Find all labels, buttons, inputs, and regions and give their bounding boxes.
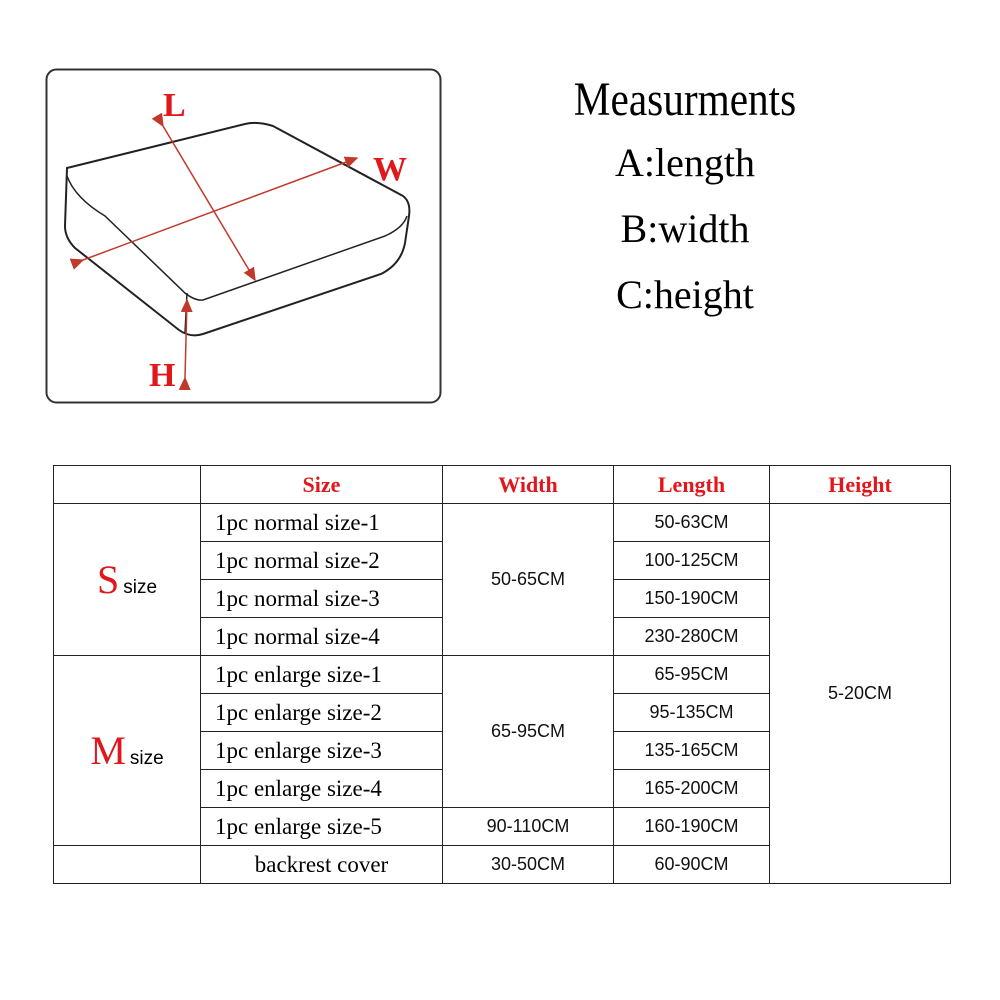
row-length: 50-63CM [614, 504, 770, 542]
row-width: 65-95CM [443, 656, 614, 808]
group-s-size [54, 504, 201, 656]
group-m-letter: M [90, 728, 126, 773]
row-length: 60-90CM [614, 846, 770, 884]
row-width: 50-65CM [443, 504, 614, 656]
measurement-line-a: A:length [615, 140, 755, 185]
row-length: 100-125CM [614, 542, 770, 580]
measurement-line-b: B:width [620, 206, 750, 251]
height-value: 5-20CM [770, 504, 951, 884]
cushion-diagram [45, 68, 442, 404]
header-width: Width [443, 466, 614, 504]
measurements-legend [500, 70, 870, 328]
row-name: 1pc enlarge size-5 [201, 808, 443, 846]
label-h: H [149, 357, 176, 394]
group-s-suffix: size [123, 577, 158, 598]
table-header-row [54, 466, 951, 504]
row-name: 1pc enlarge size-1 [201, 656, 443, 694]
row-name: 1pc normal size-2 [201, 542, 443, 580]
row-length: 165-200CM [614, 770, 770, 808]
row-name: 1pc normal size-4 [201, 618, 443, 656]
row-width: 90-110CM [443, 808, 614, 846]
size-table [53, 465, 951, 884]
row-name: 1pc normal size-1 [201, 504, 443, 542]
row-name: backrest cover [201, 846, 443, 884]
header-length: Length [614, 466, 770, 504]
row-length: 65-95CM [614, 656, 770, 694]
row-length: 230-280CM [614, 618, 770, 656]
row-length: 95-135CM [614, 694, 770, 732]
backrest-empty-cell [54, 846, 201, 884]
table-row [54, 504, 951, 542]
header-size: Size [201, 466, 443, 504]
header-height: Height [770, 466, 951, 504]
row-length: 135-165CM [614, 732, 770, 770]
group-m-suffix: size [129, 748, 164, 769]
row-width: 30-50CM [443, 846, 614, 884]
row-name: 1pc enlarge size-2 [201, 694, 443, 732]
cushion-diagram-svg [45, 68, 442, 404]
label-w: W [373, 151, 407, 188]
measurements-title: Measurments [573, 73, 797, 126]
measurement-line-c: C:height [616, 272, 754, 317]
group-s-letter: S [96, 557, 120, 602]
label-l: L [163, 87, 186, 124]
row-name: 1pc normal size-3 [201, 580, 443, 618]
group-m-size [54, 656, 201, 846]
header-empty [54, 466, 201, 504]
row-name: 1pc enlarge size-4 [201, 770, 443, 808]
row-name: 1pc enlarge size-3 [201, 732, 443, 770]
row-length: 150-190CM [614, 580, 770, 618]
row-length: 160-190CM [614, 808, 770, 846]
